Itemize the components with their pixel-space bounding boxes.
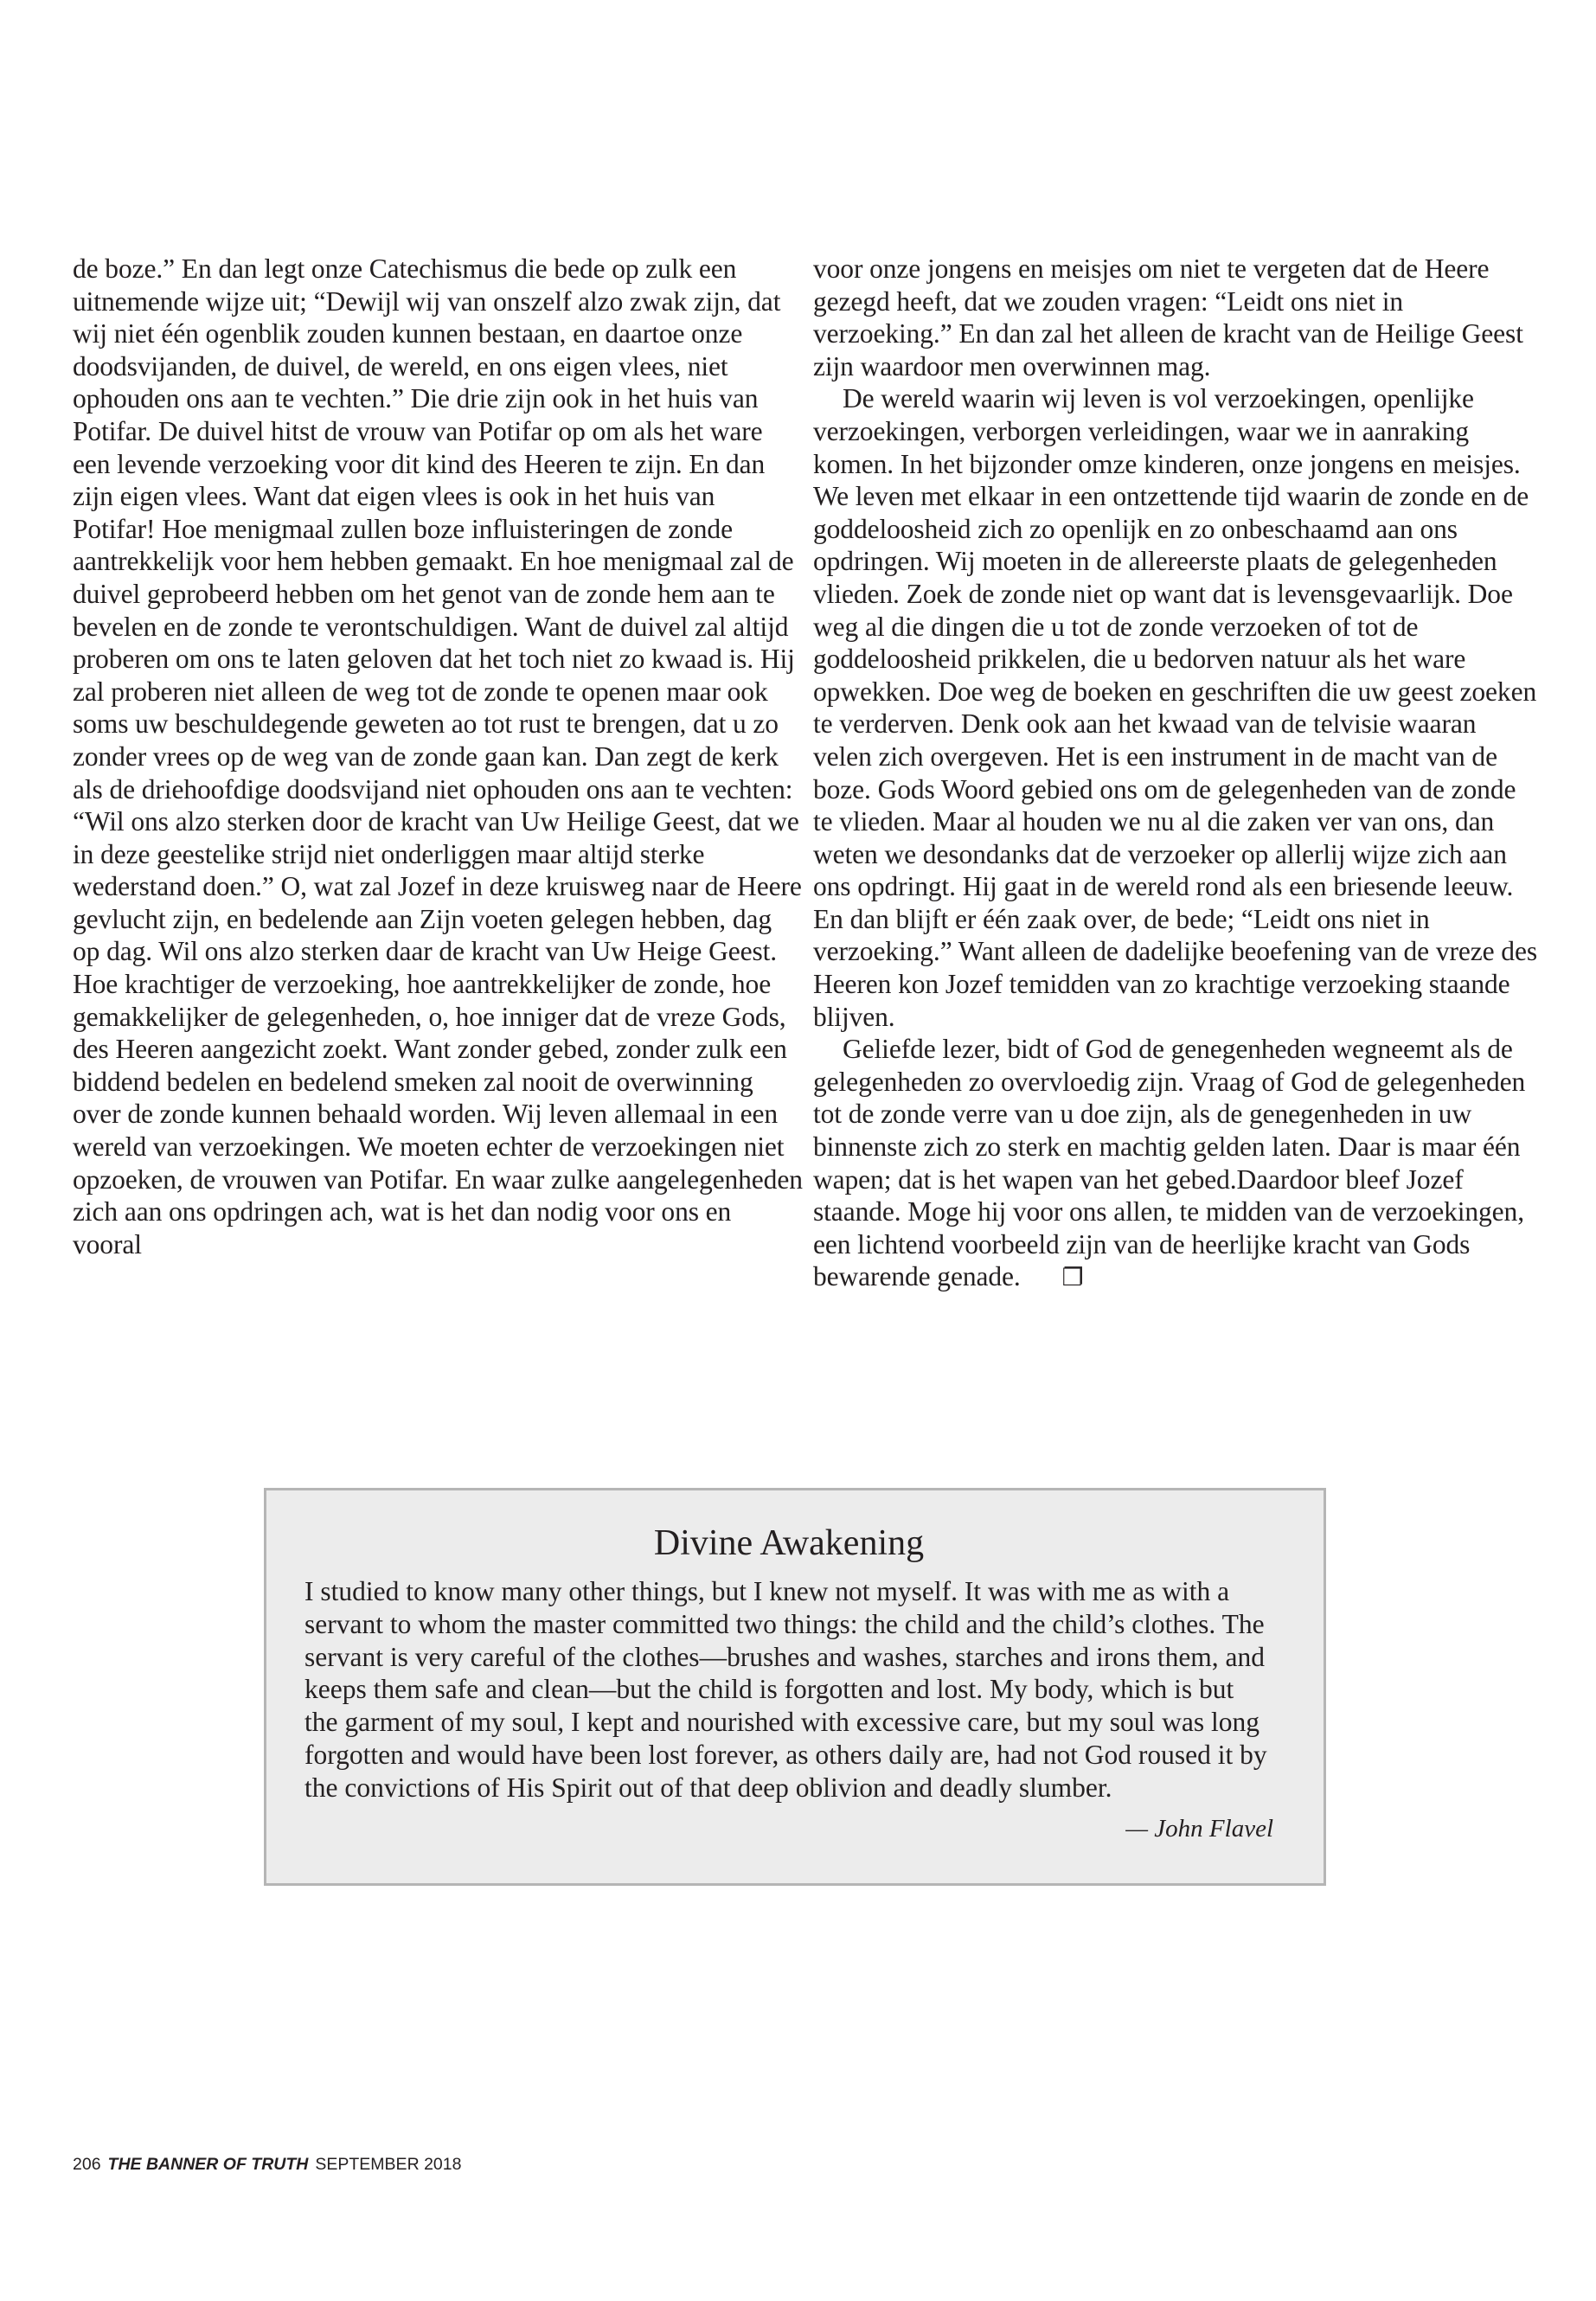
sidebar-quote-box bbox=[264, 1488, 1326, 1886]
article-final-paragraph bbox=[813, 1033, 1540, 1294]
article-paragraph-text: Geliefde lezer, bidt of God de genegenheden wegneemt als de gelegenheden zo overvloedig zijn. Vraag of God de gelegenheden tot de zonde verre van u doe zijn, als de genegenheden in uw binnenste zich zo sterk en machtig gelden laten. Daar is maar één wapen; dat is het wapen van het gebed.Daardoor bleef Jozef staande. Moge hij voor ons allen, te midden van de verzoekingen, een lichtend voorbeeld zijn van de heerlijke kracht van Gods bewarende genade. bbox=[813, 1034, 1526, 1292]
sidebar-quote-author: — John Flavel bbox=[1125, 1814, 1273, 1843]
article-paragraph: voor onze jongens en meisjes om niet te vergeten dat de Heere gezegd heeft, dat we zouden vragen: “Leidt ons niet in verzoeking.” En dan zal het alleen de kracht van de Heilige Geest zijn waardoor men overwinnen mag. bbox=[813, 253, 1523, 381]
article-paragraph: de boze.” En dan legt onze Catechismus die bede op zulk een uitnemende wijze uit; “Dewijl wij van onszelf alzo zwak zijn, dat wij niet één ogenblik zouden kunnen bestaan, en daartoe onze doodsvijanden, de duivel, de wereld, en ons eigen vlees, niet ophouden ons aan te vechten.” Die drie zijn ook in het huis van Potifar. De duivel hitst de vrouw van Potifar op om als het ware een levende verzoeking voor dit kind des Heeren te zijn. En dan zijn eigen vlees. Want dat eigen vlees is ook in het huis van Potifar! Hoe menigmaal zullen boze influisteringen de zonde aantrekkelijk voor hem hebben gemaakt. En hoe menigmaal zal de duivel geprobeerd hebben om het genot van de zonde hem aan te bevelen en de zonde te verontschuldigen. Want de duivel zal altijd proberen om ons te laten geloven dat het toch niet zo kwaad is. Hij zal proberen niet alleen de weg tot de zonde te openen maar ook soms uw beschuldegende geweten ao tot rust te brengen, dat u zo zonder vrees op de weg van de zonde gaan kan. Dan zegt de kerk als de driehoofdige doodsvijand niet ophouden ons aan te vechten: “Wil ons alzo sterken door de kracht van Uw Heilige Geest, dat we in deze geestelike strijd niet onderliggen maar altijd sterke wederstand doen.” O, wat zal Jozef in deze kruisweg naar de Heere gevlucht zijn, en bedelende aan Zijn voeten gelegen hebben, dag op dag. Wil ons alzo sterken daar de kracht van Uw Heige Geest. Hoe krachtiger de verzoeking, hoe aantrekkelijker de zonde, hoe gemakkelijker de gelegenheden, o, hoe inniger dat de vreze Gods, des Heeren aangezicht zoekt. Want zonder gebed, zonder zulk een biddend bedelen en bedelend smeken zal nooit de overwinning over de zonde kunnen behaald worden. Wij leven allemaal in een wereld van verzoekingen. We moeten echter de verzoekingen niet opzoeken, de vrouwen van Potifar. En waar zulke aangelegenheden zich aan ons opdringen ach, wat is het dan nodig voor ons en vooral bbox=[73, 253, 803, 1259]
article-left-column bbox=[73, 253, 804, 1260]
end-of-article-icon: ❐ bbox=[1061, 1263, 1084, 1292]
issue-date: SEPTEMBER 2018 bbox=[315, 2155, 462, 2174]
page-footer bbox=[73, 2154, 461, 2175]
sidebar-title: Divine Awakening bbox=[653, 1523, 925, 1563]
sidebar-quote-text: I studied to know many other things, but I knew not myself. It was with me as with a servant to whom the master committed two things: the child and the child’s clothes. The servant is very careful of the clothes—brushes and washes, starches and irons them, and keeps them safe and clean—but the child is forgotten and lost. My body, which is but the garment of my soul, I kept and nourished with excessive care, but my soul was long forgotten and would have been lost forever, as others daily are, had not God roused it by the convictions of His Spirit out of that deep oblivion and deadly slumber. bbox=[304, 1576, 1267, 1803]
article-paragraph: De wereld waarin wij leven is vol verzoekingen, openlijke verzoekingen, verborgen verleidingen, waar we in aanraking komen. In het bijzonder omze kinderen, onze jongens en meisjes. We leven met elkaar in een ontzettende tijd waarin de zonde en de goddeloosheid zich zo openlijk en zo onbeschaamd aan ons opdringen. Wij moeten in de allereerste plaats de gelegenheden vlieden. Zoek de zonde niet op want dat is levensgevaarlijk. Doe weg al die dingen die u tot de zonde verzoeken of tot de goddeloosheid prikkelen, die u bedorven natuur als het ware opwekken. Doe weg de boeken en geschriften die uw geest zoeken te verderven. Denk ook aan het kwaad van de telvisie waaran velen zich overgeven. Het is een instrument in de macht van de boze. Gods Woord gebied ons om de gelegenheden van de zonde te vlieden. Maar al houden we nu al die zaken ver van ons, dan weten we desondanks dat de verzoeker op allerlij wijze zich aan ons opdringt. Hij gaat in de wereld rond als een briesende leeuw. En dan blijft er één zaak over, de bede; “Leidt ons niet in verzoeking.” Want alleen de dadelijke beoefening van de vreze des Heeren kon Jozef temidden van zo krachtige verzoeking staande blijven. bbox=[813, 383, 1537, 1032]
page-number: 206 bbox=[73, 2155, 101, 2174]
publication-title: THE BANNER OF TRUTH bbox=[107, 2155, 309, 2174]
article-right-column bbox=[813, 253, 1540, 1294]
